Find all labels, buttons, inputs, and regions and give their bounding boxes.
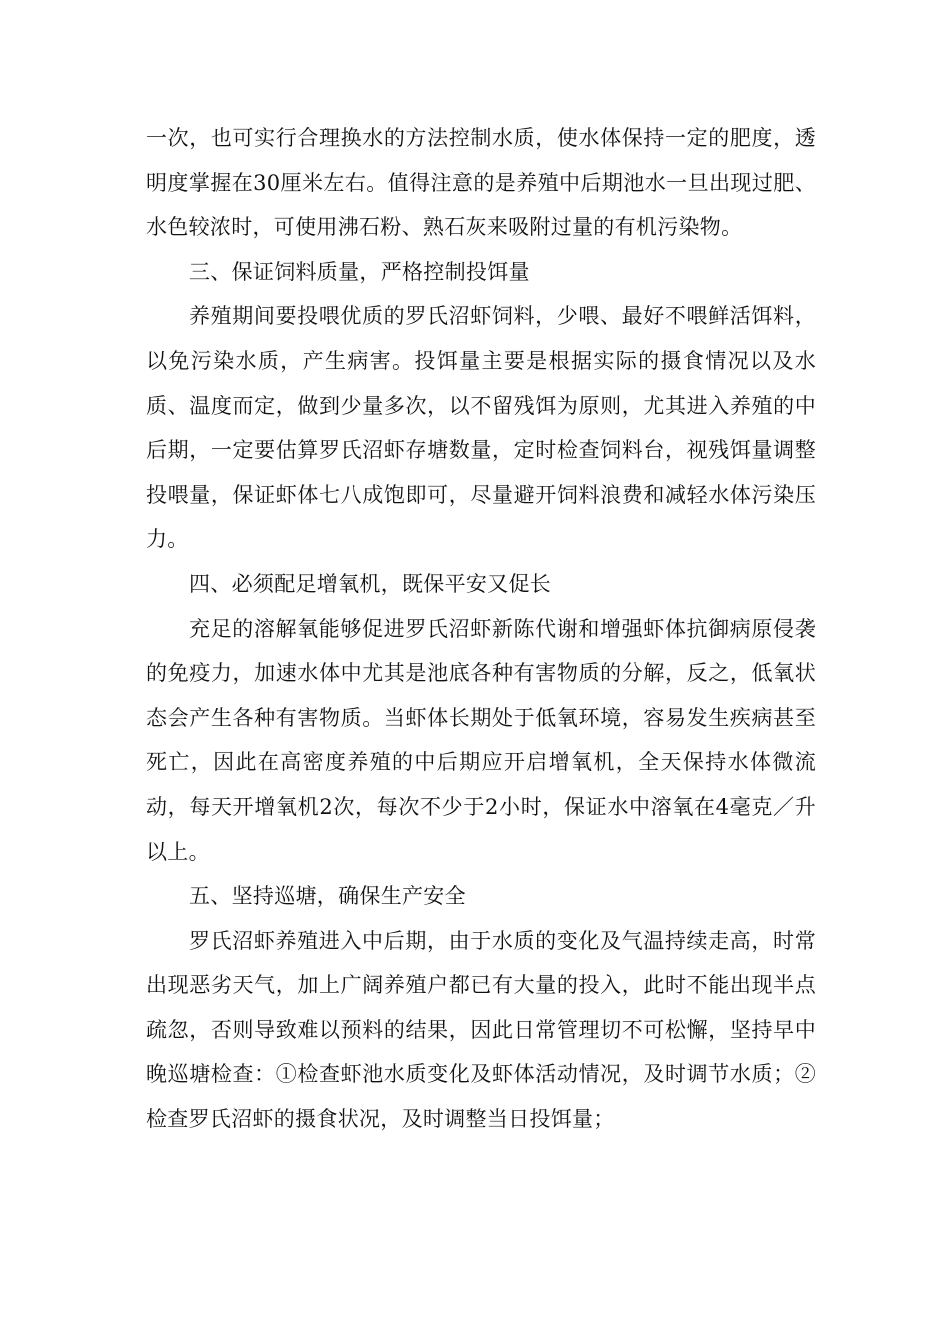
paragraph-aerator: 充足的溶解氧能够促进罗氏沼虾新陈代谢和增强虾体抗御病原侵袭的免疫力，加速水体中尤其是池底各种有害物质的分解，反之，低氧状态会产生各种有害物质。当虾体长期处于低氧环境，容易发生疾病甚至死亡，因此在高密度养殖的中后期应开启增氧机，全天保持水体微流动，每天开增氧机2次，每次不少于2小时，保证水中溶氧在4毫克／升以上。 xyxy=(146,616,816,864)
document-body xyxy=(146,116,816,1142)
section-heading-aerator: 四、必须配足增氧机，既保平安又促长 xyxy=(189,571,552,596)
paragraph-water-quality-continued: 一次，也可实行合理换水的方法控制水质，使水体保持一定的肥度，透明度掌握在30厘米左右。值得注意的是养殖中后期池水一旦出现过肥、水色较浓时，可使用沸石粉、熟石灰来吸附过量的有机污染物。 xyxy=(146,126,816,240)
section-heading-feed: 三、保证饲料质量，严格控制投饵量 xyxy=(189,259,530,284)
paragraph-patrol: 罗氏沼虾养殖进入中后期，由于水质的变化及气温持续走高，时常出现恶劣天气，加上广阔养殖户都已有大量的投入，此时不能出现半点疏忽，否则导致难以预料的结果，因此日常管理切不可松懈，坚持早中晚巡塘检查：①检查虾池水质变化及虾体活动情况，及时调节水质；②检查罗氏沼虾的摄食状况，及时调整当日投饵量； xyxy=(146,928,816,1132)
paragraph-feed: 养殖期间要投喂优质的罗氏沼虾饲料，少喂、最好不喂鲜活饵料，以免污染水质，产生病害。投饵量主要是根据实际的摄食情况以及水质、温度而定，做到少量多次，以不留残饵为原则，尤其进入养殖的中后期，一定要估算罗氏沼虾存塘数量，定时检查饲料台，视残饵量调整投喂量，保证虾体七八成饱即可，尽量避开饲料浪费和减轻水体污染压力。 xyxy=(146,304,816,552)
section-heading-patrol: 五、坚持巡塘，确保生产安全 xyxy=(189,884,466,909)
